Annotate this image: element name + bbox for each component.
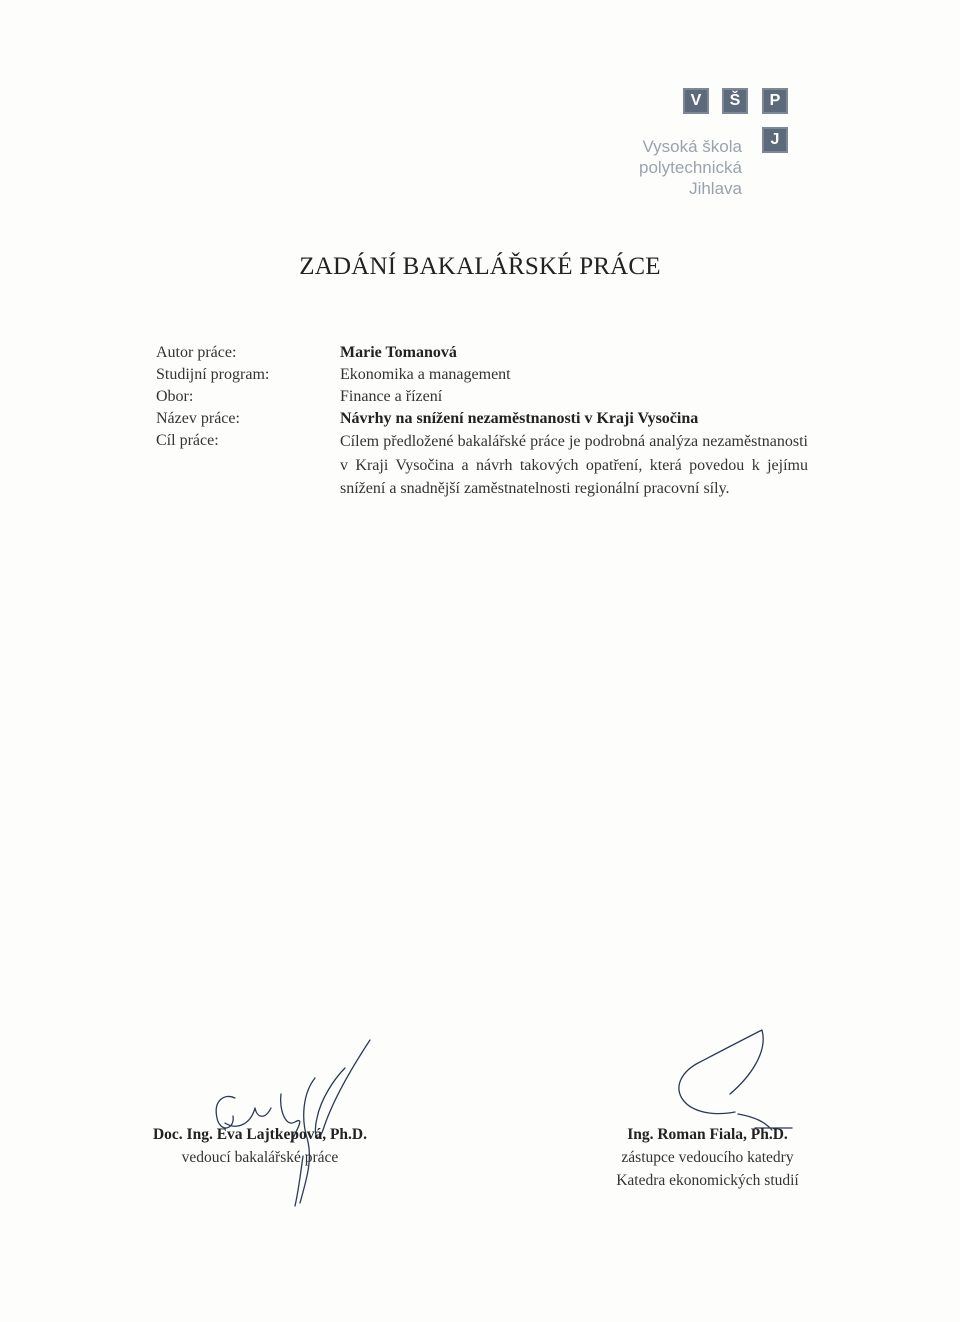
- field-label: Obor:: [156, 388, 194, 405]
- logo-school-name: [639, 136, 742, 199]
- head-department: Katedra ekonomických studií: [616, 1172, 799, 1189]
- logo-box-v: V: [683, 88, 709, 114]
- supervisor-name: Doc. Ing. Eva Lajtkepová, Ph.D.: [152, 1126, 367, 1143]
- logo-line-2: polytechnická: [638, 158, 742, 177]
- thesis-value: Návrhy na snížení nezaměstnanosti v Kraji Vysočina: [340, 410, 699, 427]
- program-value: Ekonomika a management: [340, 366, 511, 383]
- supervisor-role: vedoucí bakalářské práce: [181, 1149, 339, 1166]
- supervisor-block: [100, 1123, 420, 1169]
- logo-box-p: P: [762, 88, 788, 114]
- field-value: Finance a řízení: [340, 388, 443, 405]
- logo-box-j: J: [762, 127, 788, 153]
- author-label: Autor práce:: [156, 344, 237, 361]
- goal-label: Cíl práce:: [156, 432, 219, 449]
- logo-line-1: Vysoká škola: [642, 137, 742, 156]
- head-role: zástupce vedoucího katedry: [621, 1149, 794, 1166]
- author-value: Marie Tomanová: [340, 344, 457, 361]
- head-name: Ing. Roman Fiala, Ph.D.: [627, 1126, 788, 1143]
- thesis-label: Název práce:: [156, 410, 240, 427]
- logo-line-3: Jihlava: [689, 179, 742, 198]
- field-labels: [156, 342, 269, 452]
- logo-box-s: Š: [722, 88, 748, 114]
- goal-value: Cílem předložené bakalářské práce je podrobná analýza nezaměstnanosti v Kraji Vysočina a návrh takových opatření, která povedou k jejímu snížení a snadnější zaměstnatelnosti regionální pracovní síly.: [340, 433, 808, 497]
- school-logo: [600, 86, 800, 216]
- program-label: Studijní program:: [156, 366, 270, 383]
- field-values: [340, 342, 808, 501]
- head-block: [555, 1123, 860, 1192]
- page-title: ZADÁNÍ BAKALÁŘSKÉ PRÁCE: [299, 253, 661, 280]
